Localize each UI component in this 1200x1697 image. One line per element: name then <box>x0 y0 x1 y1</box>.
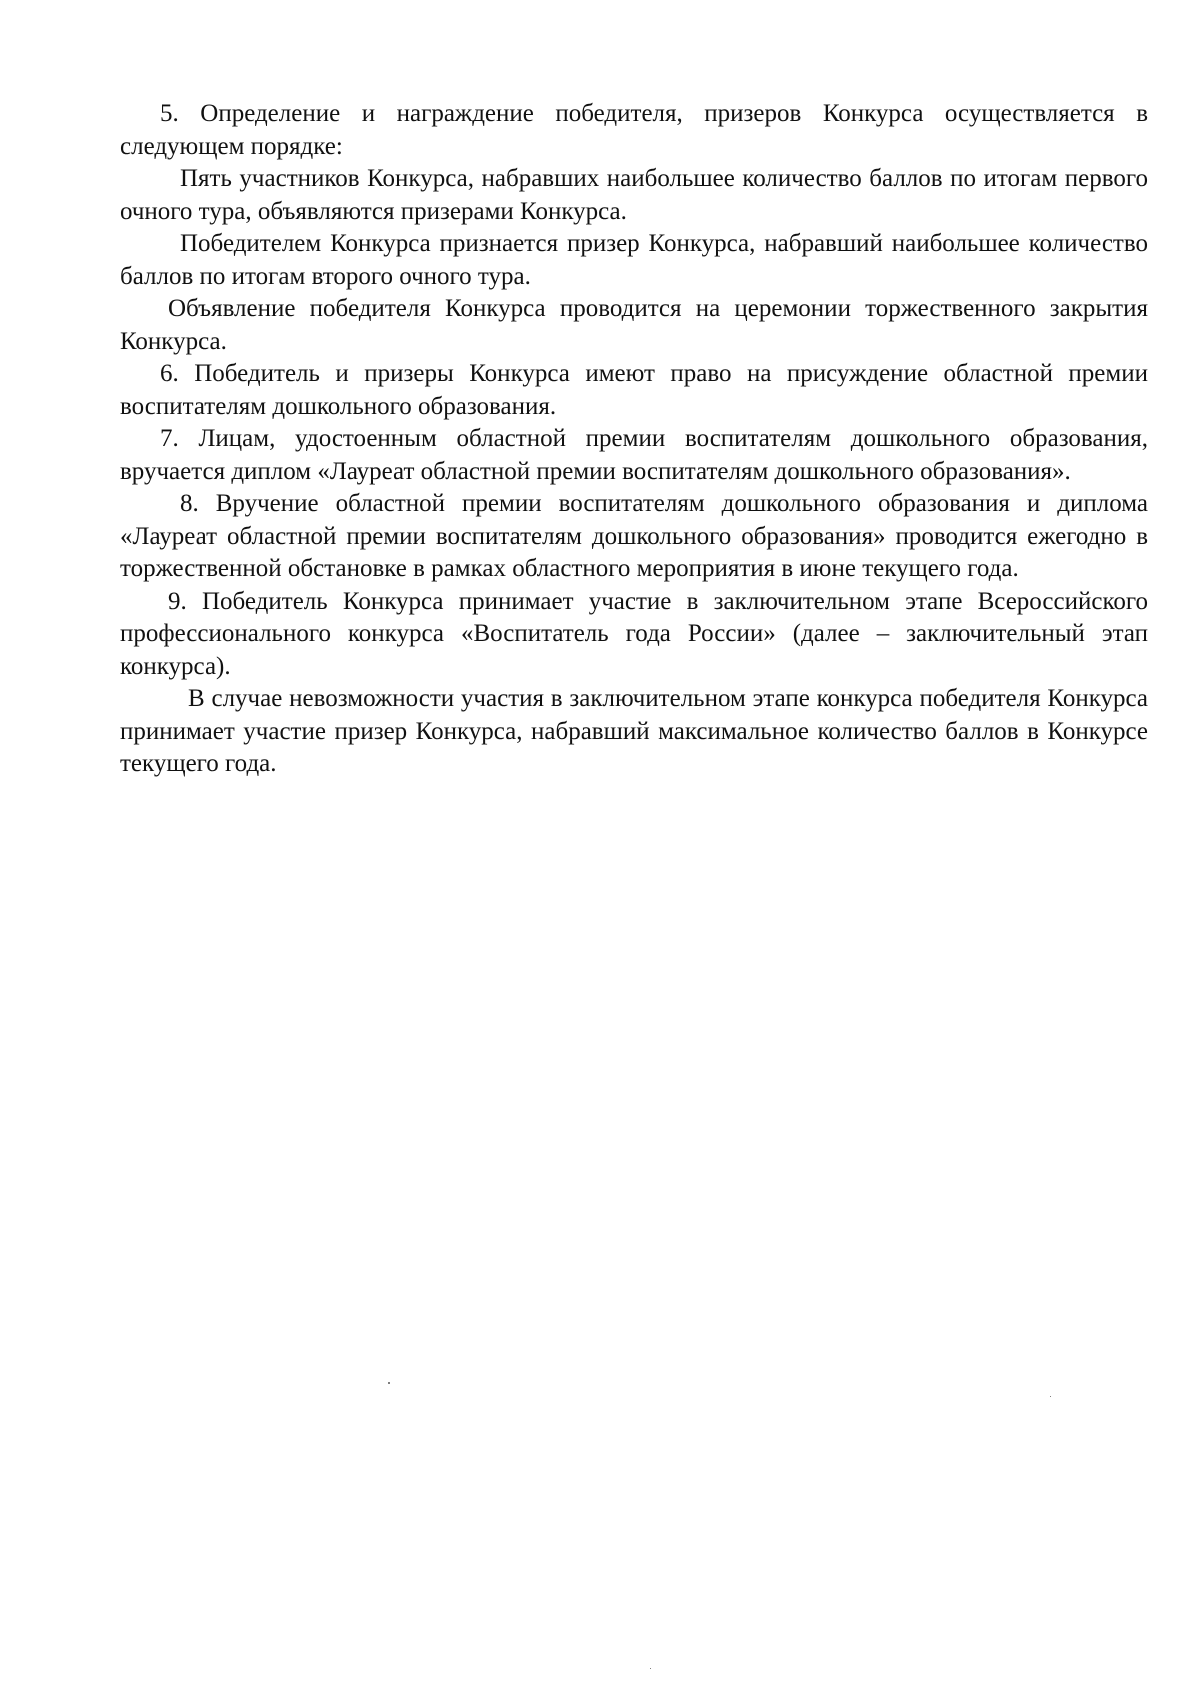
scan-speck <box>388 1382 390 1384</box>
scan-speck <box>1050 1396 1051 1397</box>
paragraph-7: 7. Лицам, удостоенным областной премии воспитателям дошкольного образования, вручается диплом «Лауреат областной премии воспитателям дошкольного образования». <box>120 425 1148 485</box>
scan-speck <box>650 1668 651 1669</box>
paragraph-5: 5. Определение и награждение победителя, призеров Конкурса осуществляется в следующем порядке: <box>120 100 1148 160</box>
document-body <box>120 98 1148 781</box>
paragraph-5-winner: Победителем Конкурса признается призер Конкурса, набравший наибольшее количество баллов по итогам второго очного тура. <box>120 230 1148 290</box>
paragraph-5-prize-winners: Пять участников Конкурса, набравших наибольшее количество баллов по итогам первого очного тура, объявляются призерами Конкурса. <box>120 165 1148 225</box>
paragraph-6: 6. Победитель и призеры Конкурса имеют право на присуждение областной премии воспитателям дошкольного образования. <box>120 360 1148 420</box>
paragraph-5-announcement: Объявление победителя Конкурса проводится на церемонии торжественного закрытия Конкурса. <box>120 295 1148 355</box>
paragraph-9-substitute: В случае невозможности участия в заключительном этапе конкурса победителя Конкурса принимает участие призер Конкурса, набравший максимальное количество баллов в Конкурсе текущего года. <box>120 685 1148 777</box>
paragraph-8: 8. Вручение областной премии воспитателям дошкольного образования и диплома «Лауреат областной премии воспитателям дошкольного образования» проводится ежегодно в торжественной обстановке в рамках областного мероприятия в июне текущего года. <box>120 490 1148 582</box>
paragraph-9: 9. Победитель Конкурса принимает участие в заключительном этапе Всероссийского профессионального конкурса «Воспитатель года России» (далее – заключительный этап конкурса). <box>120 587 1148 680</box>
